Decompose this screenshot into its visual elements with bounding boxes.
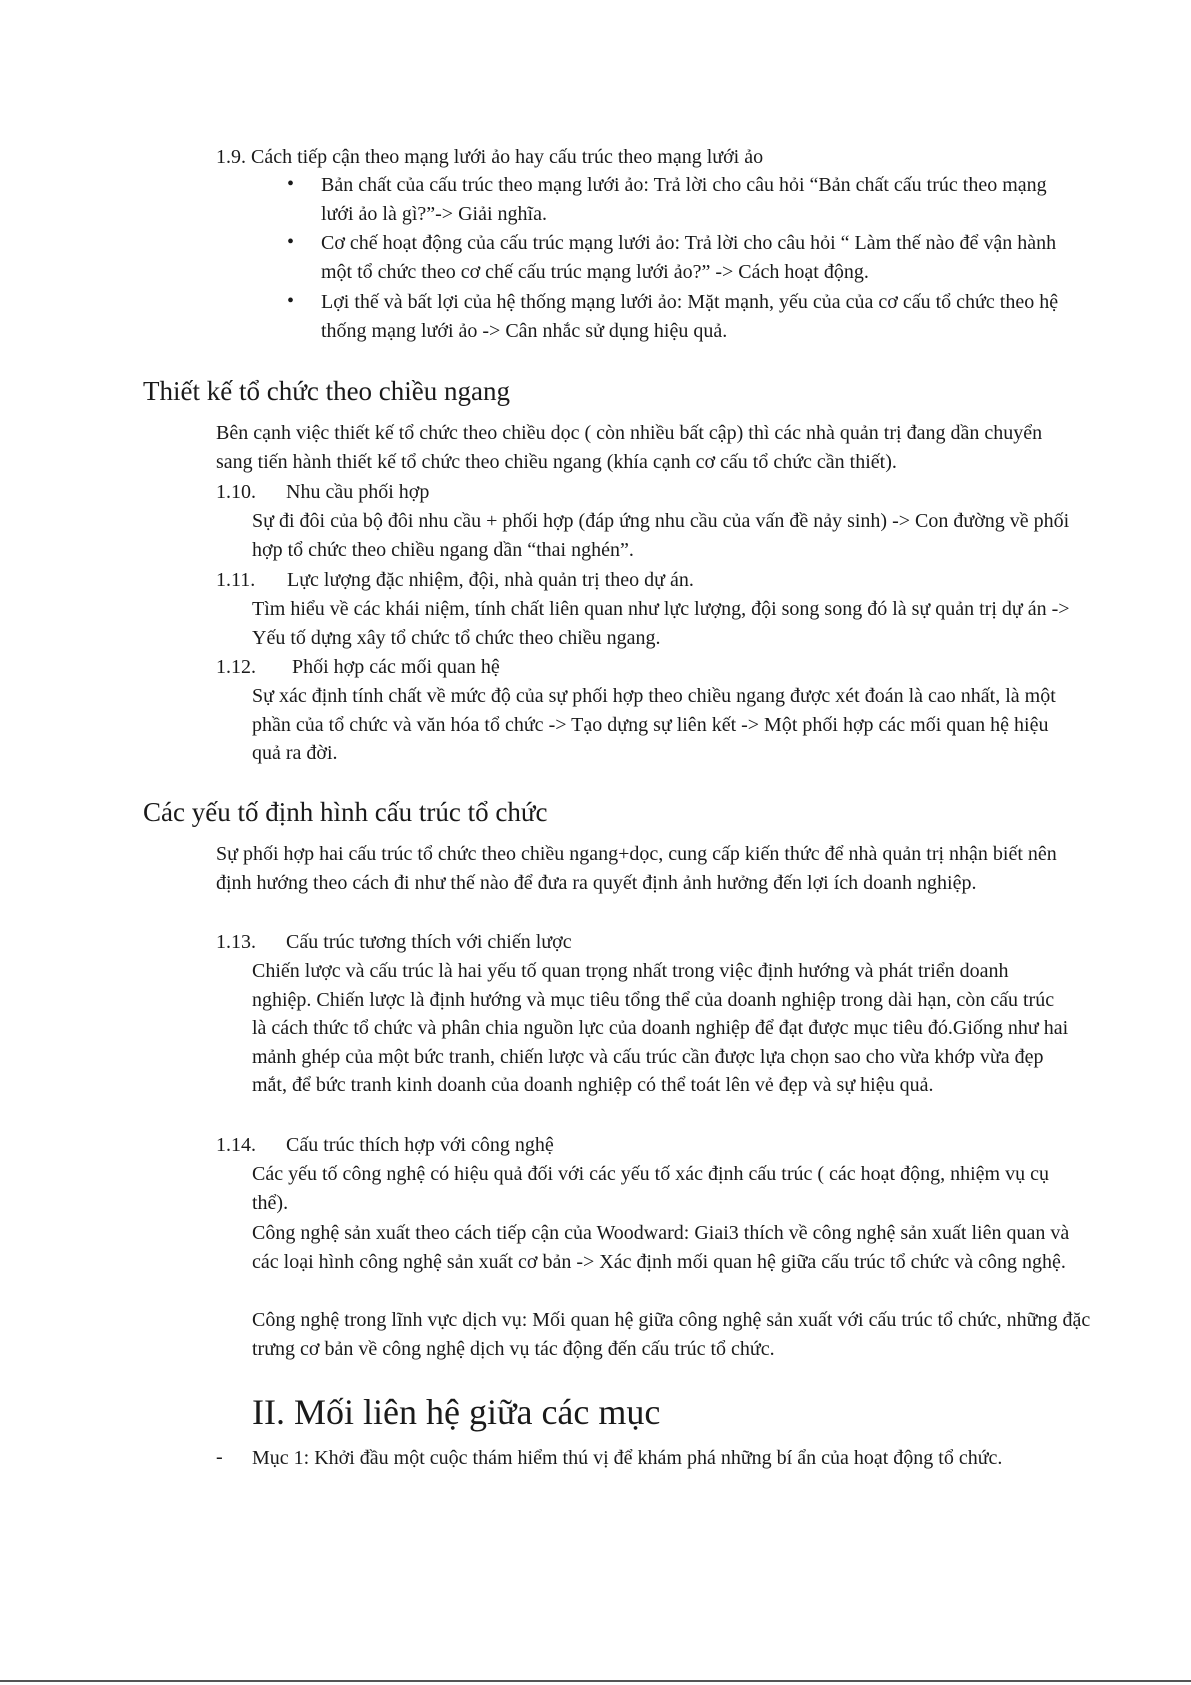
- bullet-icon: •: [287, 173, 295, 195]
- subsection-body: Công nghệ trong lĩnh vực dịch vụ: Mối quan hệ giữa công nghệ sản xuất với cấu trúc tổ chức, những đặc trưng cơ bản về công nghệ dịch vụ tác động đến cấu trúc tổ chức.: [252, 1309, 1091, 1360]
- section-title-horizontal: Thiết kế tổ chức theo chiều ngang: [143, 376, 511, 406]
- list-item: Mục 1: Khởi đầu một cuộc thám hiểm thú vị để khám phá những bí ẩn của hoạt động tổ chức.: [252, 1447, 1003, 1469]
- bullet-icon: •: [287, 290, 295, 312]
- subsection-1-13-heading: [216, 928, 572, 957]
- section-title-relations: II. Mối liên hệ giữa các mục: [252, 1392, 661, 1432]
- bullet-icon: •: [287, 231, 295, 253]
- subsection-1-12-heading: [216, 653, 500, 682]
- section-intro: Sự phối hợp hai cấu trúc tổ chức theo chiều ngang+dọc, cung cấp kiến thức để nhà quản trị nhận biết nên định hướng theo cách đi như thế nào để đưa ra quyết định ảnh hưởng đến lợi ích doanh nghiệp.: [216, 843, 1057, 894]
- subsection-1-10-heading: [216, 478, 429, 507]
- subsection-number: 1.10.: [216, 481, 256, 503]
- subsection-title: Cấu trúc thích hợp với công nghệ: [286, 1134, 554, 1156]
- dash-marker: -: [216, 1446, 223, 1468]
- subsection-1-11-heading: [216, 566, 694, 595]
- subsection-body: Chiến lược và cấu trúc là hai yếu tố quan trọng nhất trong việc định hướng và phát triển doanh nghiệp. Chiến lược là định hướng và mục tiêu tổng thể của doanh nghiệp trong dài hạn, còn cấu trúc là cách thức tổ chức và phân chia nguồn lực của doanh nghiệp để đạt được mục tiêu đó.Giống như hai mảnh ghép của một bức tranh, chiến lược và cấu trúc cần được lựa chọn sao cho vừa khớp vừa đẹp mắt, để bức tranh kinh doanh của doanh nghiệp có thể toát lên vẻ đẹp và sự hiệu quả.: [252, 960, 1069, 1096]
- subsection-body: Công nghệ sản xuất theo cách tiếp cận của Woodward: Giai3 thích về công nghệ sản xuất liên quan và các loại hình công nghệ sản xuất cơ bản -> Xác định mối quan hệ giữa cấu trúc tổ chức và công nghệ.: [252, 1222, 1070, 1273]
- subsection-body: Sự xác định tính chất về mức độ của sự phối hợp theo chiều ngang được xét đoán là cao nhất, là một phần của tổ chức và văn hóa tổ chức -> Tạo dựng sự liên kết -> Một phối hợp các mối quan hệ hiệu quả ra đời.: [252, 685, 1056, 764]
- subsection-body: Tìm hiểu về các khái niệm, tính chất liên quan như lực lượng, đội song song đó là sự quản trị dự án -> Yếu tố dựng xây tổ chức tổ chức theo chiều ngang.: [252, 598, 1070, 649]
- subsection-number: 1.12.: [216, 656, 256, 678]
- subsection-title: Lực lượng đặc nhiệm, đội, nhà quản trị theo dự án.: [287, 569, 694, 591]
- list-item: Bản chất của cấu trúc theo mạng lưới ảo: Trả lời cho câu hỏi “Bản chất cấu trúc theo mạng lưới ảo là gì?”-> Giải nghĩa.: [321, 174, 1047, 225]
- page-bottom-rule: [0, 1680, 1191, 1682]
- subsection-body: Các yếu tố công nghệ có hiệu quả đối với các yếu tố xác định cấu trúc ( các hoạt động, nhiệm vụ cụ thể).: [252, 1163, 1049, 1214]
- subsection-1-14-heading: [216, 1131, 554, 1160]
- list-item: Lợi thế và bất lợi của hệ thống mạng lưới ảo: Mặt mạnh, yếu của của cơ cấu tổ chức theo hệ thống mạng lưới ảo -> Cân nhắc sử dụng hiệu quả.: [321, 291, 1059, 342]
- list-item: Cơ chế hoạt động của cấu trúc mạng lưới ảo: Trả lời cho câu hỏi “ Làm thế nào để vận hành một tổ chức theo cơ chế cấu trúc mạng lưới ảo?” -> Cách hoạt động.: [321, 232, 1057, 283]
- subsection-number: 1.14.: [216, 1134, 256, 1156]
- section-title-factors: Các yếu tố định hình cấu trúc tổ chức: [143, 797, 548, 827]
- subsection-body: Sự đi đôi của bộ đôi nhu cầu + phối hợp (đáp ứng nhu cầu của vấn đề nảy sinh) -> Con đường về phối hợp tổ chức theo chiều ngang dần “thai nghén”.: [252, 510, 1070, 561]
- subsection-title: Nhu cầu phối hợp: [286, 481, 430, 503]
- subsection-number: 1.11.: [216, 569, 256, 591]
- section-1-9-heading: 1.9. Cách tiếp cận theo mạng lưới ảo hay cấu trúc theo mạng lưới ảo: [216, 146, 764, 168]
- subsection-number: 1.13.: [216, 931, 256, 953]
- section-intro: Bên cạnh việc thiết kế tổ chức theo chiều dọc ( còn nhiều bất cập) thì các nhà quản trị đang dần chuyển sang tiến hành thiết kế tổ chức theo chiều ngang (khía cạnh cơ cấu tổ chức cần thiết).: [216, 422, 1043, 473]
- subsection-title: Cấu trúc tương thích với chiến lược: [286, 931, 572, 953]
- subsection-title: Phối hợp các mối quan hệ: [292, 656, 500, 678]
